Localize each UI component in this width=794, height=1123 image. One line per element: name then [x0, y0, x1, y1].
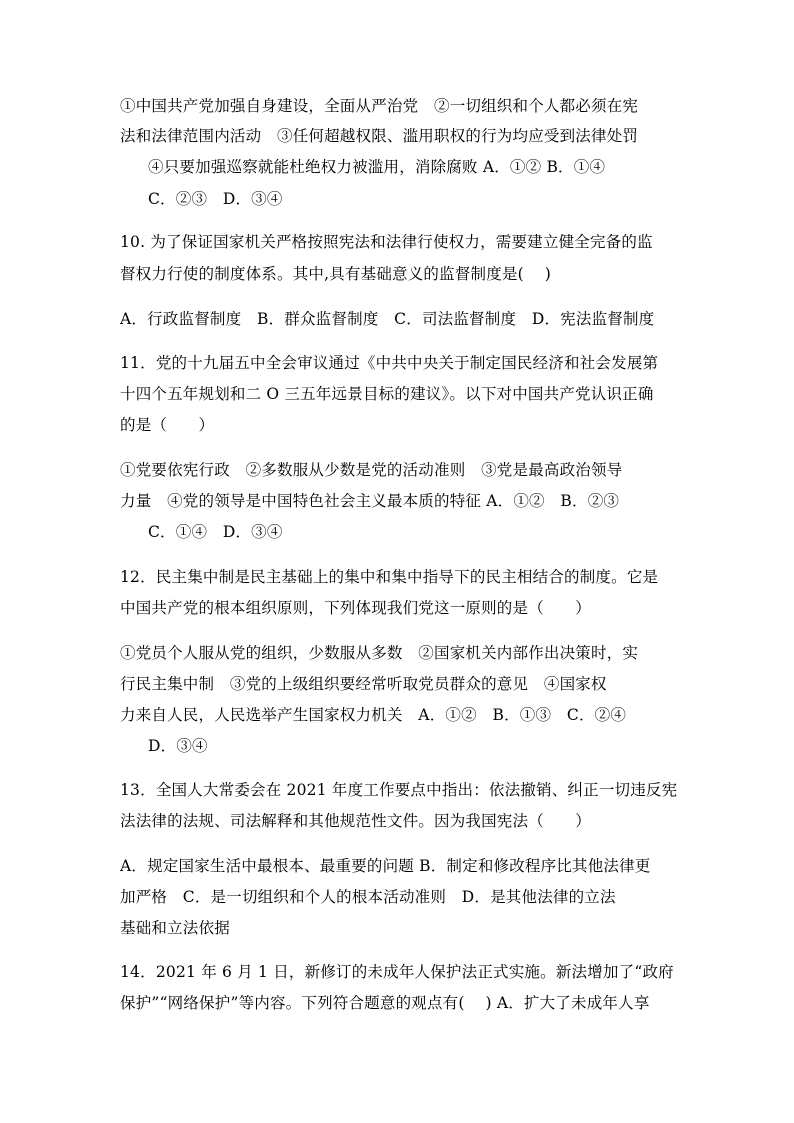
q9-answer-line: C．②③ D．③④: [148, 190, 283, 208]
q11-option-line-2: 力量 ④党的领导是中国特色社会主义最本质的特征 A．①② B．②③: [120, 492, 620, 510]
q10-stem-line-1: 10. 为了保证国家机关严格按照宪法和法律行使权力，需要建立健全完备的监: [120, 233, 653, 251]
q9-option-line-1: ①中国共产党加强自身建设，全面从严治党 ②一切组织和个人都必须在宪: [120, 97, 639, 115]
q10-options: A．行政监督制度 B．群众监督制度 C．司法监督制度 D．宪法监督制度: [120, 310, 655, 328]
q13-option-line-2: 加严格 C．是一切组织和个人的根本活动准则 D．是其他法律的立法: [120, 888, 616, 906]
q14-stem-line-2: 保护”“网络保护”等内容。下列符合题意的观点有( ) A．扩大了未成年人享: [120, 994, 650, 1012]
q12-stem-line-1: 12．民主集中制是民主基础上的集中和集中指导下的民主相结合的制度。它是: [120, 568, 659, 586]
q13-stem-line-2: 法法律的法规、司法解释和其他规范性文件。因为我国宪法（ ）: [120, 812, 592, 830]
q11-option-line-1: ①党要依宪行政 ②多数服从少数是党的活动准则 ③党是最高政治领导: [120, 461, 623, 479]
q12-answer-line: D．③④: [148, 737, 208, 755]
q9-option-line-2: 法和法律范围内活动 ③任何超越权限、滥用职权的行为均应受到法律处罚: [120, 127, 639, 145]
q12-option-line-3: 力来自人民，人民选举产生国家权力机关 A．①② B．①③ C．②④: [120, 706, 627, 724]
q13-option-line-3: 基础和立法依据: [120, 919, 230, 937]
q12-option-line-2: 行民主集中制 ③党的上级组织要经常听取党员群众的意见 ④国家权: [120, 675, 607, 693]
q10-stem-line-2: 督权力行使的制度体系。其中,具有基础意义的监督制度是( ): [120, 265, 551, 283]
q13-stem-line-1: 13．全国人大常委会在 2021 年度工作要点中指出：依法撤销、纠正一切违反宪: [120, 781, 678, 799]
q12-option-line-1: ①党员个人服从党的组织，少数服从多数 ②国家机关内部作出决策时，实: [120, 644, 639, 662]
q13-option-line-1: A．规定国家生活中最根本、最重要的问题 B．制定和修改程序比其他法律更: [120, 857, 651, 875]
q12-stem-line-2: 中国共产党的根本组织原则，下列体现我们党这一原则的是（ ）: [120, 599, 592, 617]
q11-answer-line: C．①④ D．③④: [148, 523, 283, 541]
q11-stem-line-2: 十四个五年规划和二 O 三五年远景目标的建议》。以下对中国共产党认识正确: [120, 385, 654, 403]
q9-option-line-3: ④只要加强巡察就能杜绝权力被滥用，消除腐败 A．①② B．①④: [148, 158, 606, 176]
q11-stem-line-3: 的是（ ）: [120, 416, 215, 434]
q11-stem-line-1: 11．党的十九届五中全会审议通过《中共中央关于制定国民经济和社会发展第: [120, 354, 659, 372]
q14-stem-line-1: 14．2021 年 6 月 1 日，新修订的未成年人保护法正式实施。新法增加了“政府: [120, 963, 674, 981]
